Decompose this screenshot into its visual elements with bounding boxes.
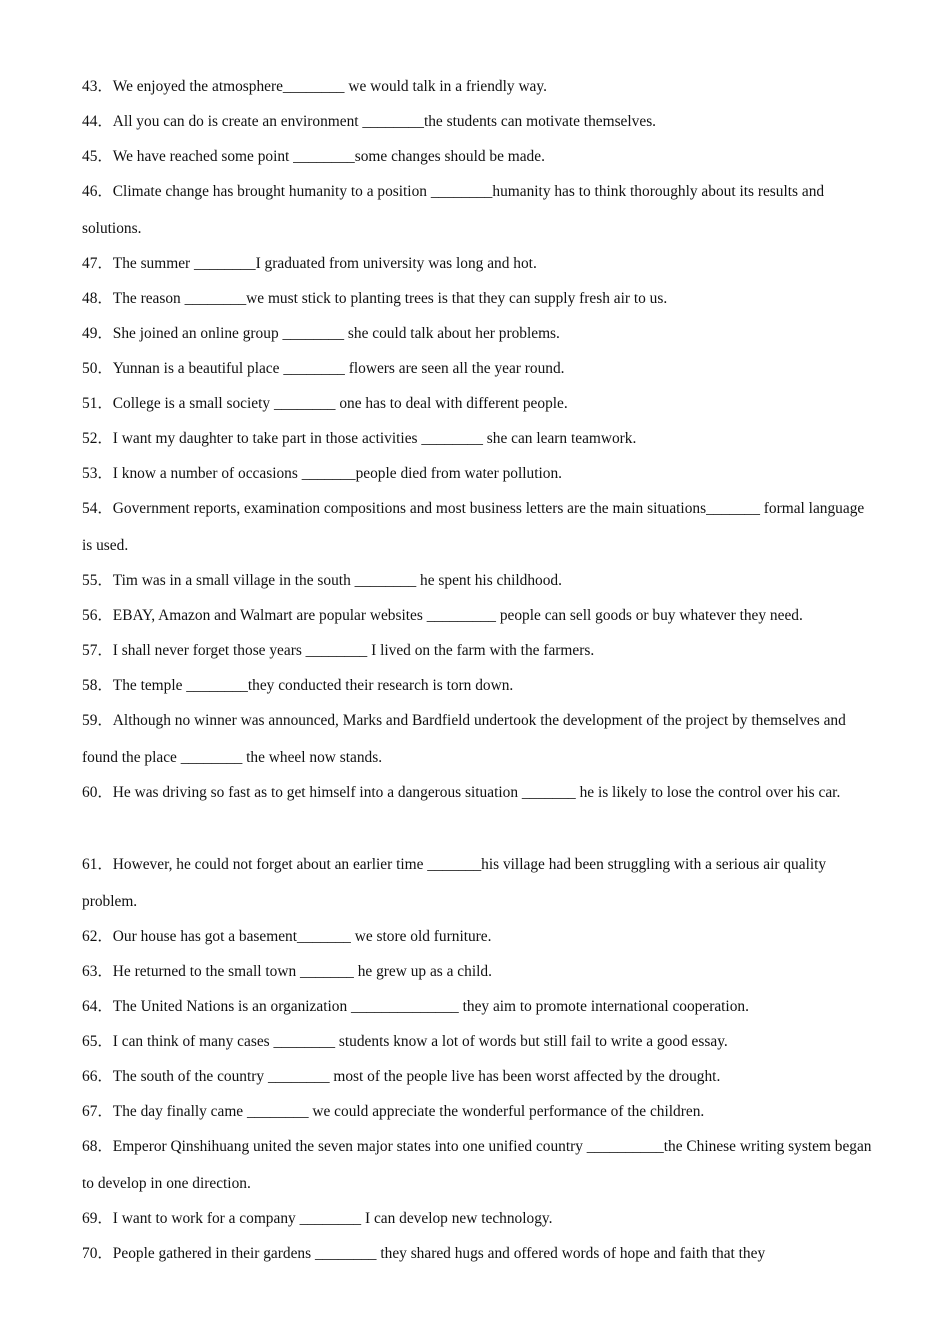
question-number: 66． [82,1068,113,1085]
question-text: I know a number of occasions _______people died from water pollution. [112,465,563,482]
question-text: Yunnan is a beautiful place ________ flowers are seen all the year round. [112,360,565,377]
question-text: Government reports, examination compositions and most business letters are the main situations_______ formal language is used. [82,500,865,554]
question-55 [82,562,872,599]
question-67 [82,1093,872,1130]
question-number: 53． [82,465,113,482]
question-number: 50． [82,360,113,377]
question-58 [82,667,872,704]
question-60 [82,774,872,811]
question-number: 61． [82,856,113,873]
question-49 [82,315,872,352]
question-45 [82,138,872,175]
question-text: All you can do is create an environment ________the students can motivate themselves. [112,113,657,130]
question-57 [82,632,872,669]
question-number: 44． [82,113,113,130]
question-number: 48． [82,290,113,307]
question-text: EBAY, Amazon and Walmart are popular websites _________ people can sell goods or buy whatever they need. [112,607,803,624]
question-43 [82,68,872,105]
question-62 [82,918,872,955]
question-number: 57． [82,642,113,659]
question-number: 47． [82,255,113,272]
question-text: He was driving so fast as to get himself into a dangerous situation _______ he is likely to lose the control over his car. [112,784,841,801]
question-text: Our house has got a basement_______ we store old furniture. [112,928,492,945]
question-text: The United Nations is an organization ______________ they aim to promote international cooperation. [112,998,749,1015]
question-53 [82,455,872,492]
question-68 [82,1128,872,1202]
question-text: We have reached some point ________some changes should be made. [112,148,545,165]
question-text: I want to work for a company ________ I can develop new technology. [112,1210,553,1227]
question-70 [82,1235,872,1272]
question-number: 64． [82,998,113,1015]
question-text: However, he could not forget about an earlier time _______his village had been struggling with a serious air quality problem. [82,856,827,910]
question-number: 54． [82,500,113,517]
question-text: I shall never forget those years ________ I lived on the farm with the farmers. [112,642,595,659]
question-number: 56． [82,607,113,624]
question-text: Emperor Qinshihuang united the seven major states into one unified country __________the Chinese writing system began to develop in one direction. [82,1138,872,1192]
question-text: Tim was in a small village in the south ________ he spent his childhood. [112,572,562,589]
question-text: Although no winner was announced, Marks and Bardfield undertook the development of the project by themselves and found the place ________ the wheel now stands. [82,712,846,766]
question-number: 59． [82,712,113,729]
question-number: 58． [82,677,113,694]
question-number: 45． [82,148,113,165]
question-number: 60． [82,784,113,801]
question-text: Climate change has brought humanity to a position ________humanity has to think thoroughly about its results and solutions. [82,183,825,237]
question-50 [82,350,872,387]
question-text: College is a small society ________ one has to deal with different people. [112,395,568,412]
question-text: She joined an online group ________ she could talk about her problems. [112,325,560,342]
question-52 [82,420,872,457]
question-text: The reason ________we must stick to planting trees is that they can supply fresh air to us. [112,290,668,307]
question-56 [82,597,872,634]
question-63 [82,953,872,990]
question-text: The summer ________I graduated from university was long and hot. [112,255,537,272]
question-64 [82,988,872,1025]
question-number: 67． [82,1103,113,1120]
question-61 [82,846,872,920]
question-54 [82,490,872,564]
question-number: 43． [82,78,113,95]
question-text: We enjoyed the atmosphere________ we would talk in a friendly way. [112,78,547,95]
question-text: People gathered in their gardens ________ they shared hugs and offered words of hope and faith that they [112,1245,766,1262]
question-48 [82,280,872,317]
question-66 [82,1058,872,1095]
question-number: 65． [82,1033,113,1050]
question-46 [82,173,872,247]
question-number: 52． [82,430,113,447]
question-text: I want my daughter to take part in those activities ________ she can learn teamwork. [112,430,637,447]
question-69 [82,1200,872,1237]
question-number: 62． [82,928,113,945]
question-59 [82,702,872,776]
question-65 [82,1023,872,1060]
question-number: 46． [82,183,113,200]
question-text: The temple ________they conducted their research is torn down. [112,677,514,694]
question-51 [82,385,872,422]
question-number: 55． [82,572,113,589]
question-number: 69． [82,1210,113,1227]
question-text: The south of the country ________ most of the people live has been worst affected by the drought. [112,1068,721,1085]
question-number: 70． [82,1245,113,1262]
question-text: I can think of many cases ________ students know a lot of words but still fail to write a good essay. [112,1033,728,1050]
question-number: 63． [82,963,113,980]
question-47 [82,245,872,282]
question-number: 49． [82,325,113,342]
question-text: He returned to the small town _______ he grew up as a child. [112,963,492,980]
question-number: 68． [82,1138,113,1155]
question-number: 51． [82,395,113,412]
question-44 [82,103,872,140]
question-text: The day finally came ________ we could appreciate the wonderful performance of the children. [112,1103,705,1120]
